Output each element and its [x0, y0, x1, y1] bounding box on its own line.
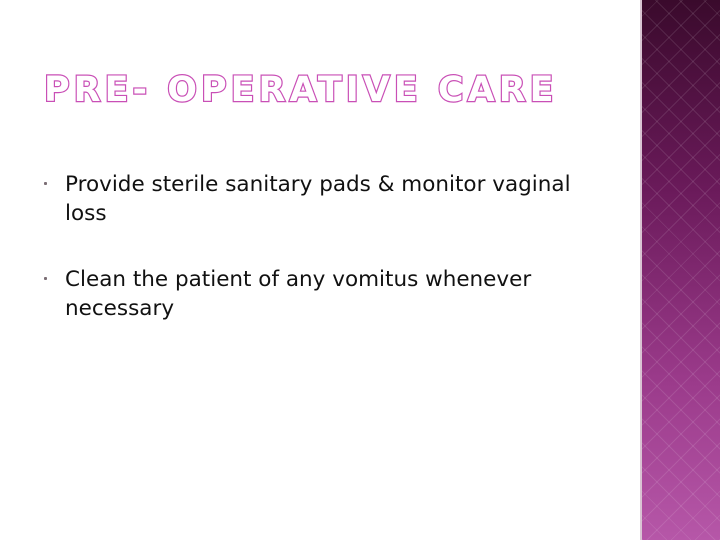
bullet-text: Clean the patient of any vomitus whenever necessary	[65, 267, 532, 321]
bullet-icon	[44, 277, 47, 280]
bullet-text: Provide sterile sanitary pads & monitor vaginal loss	[65, 172, 571, 226]
bullet-icon	[44, 182, 47, 185]
list-item	[44, 265, 604, 323]
bullet-list	[44, 170, 604, 360]
decorative-side-band	[642, 0, 720, 540]
list-item	[44, 170, 604, 228]
slide-title: PRE- OPERATIVE CARE	[44, 70, 558, 110]
